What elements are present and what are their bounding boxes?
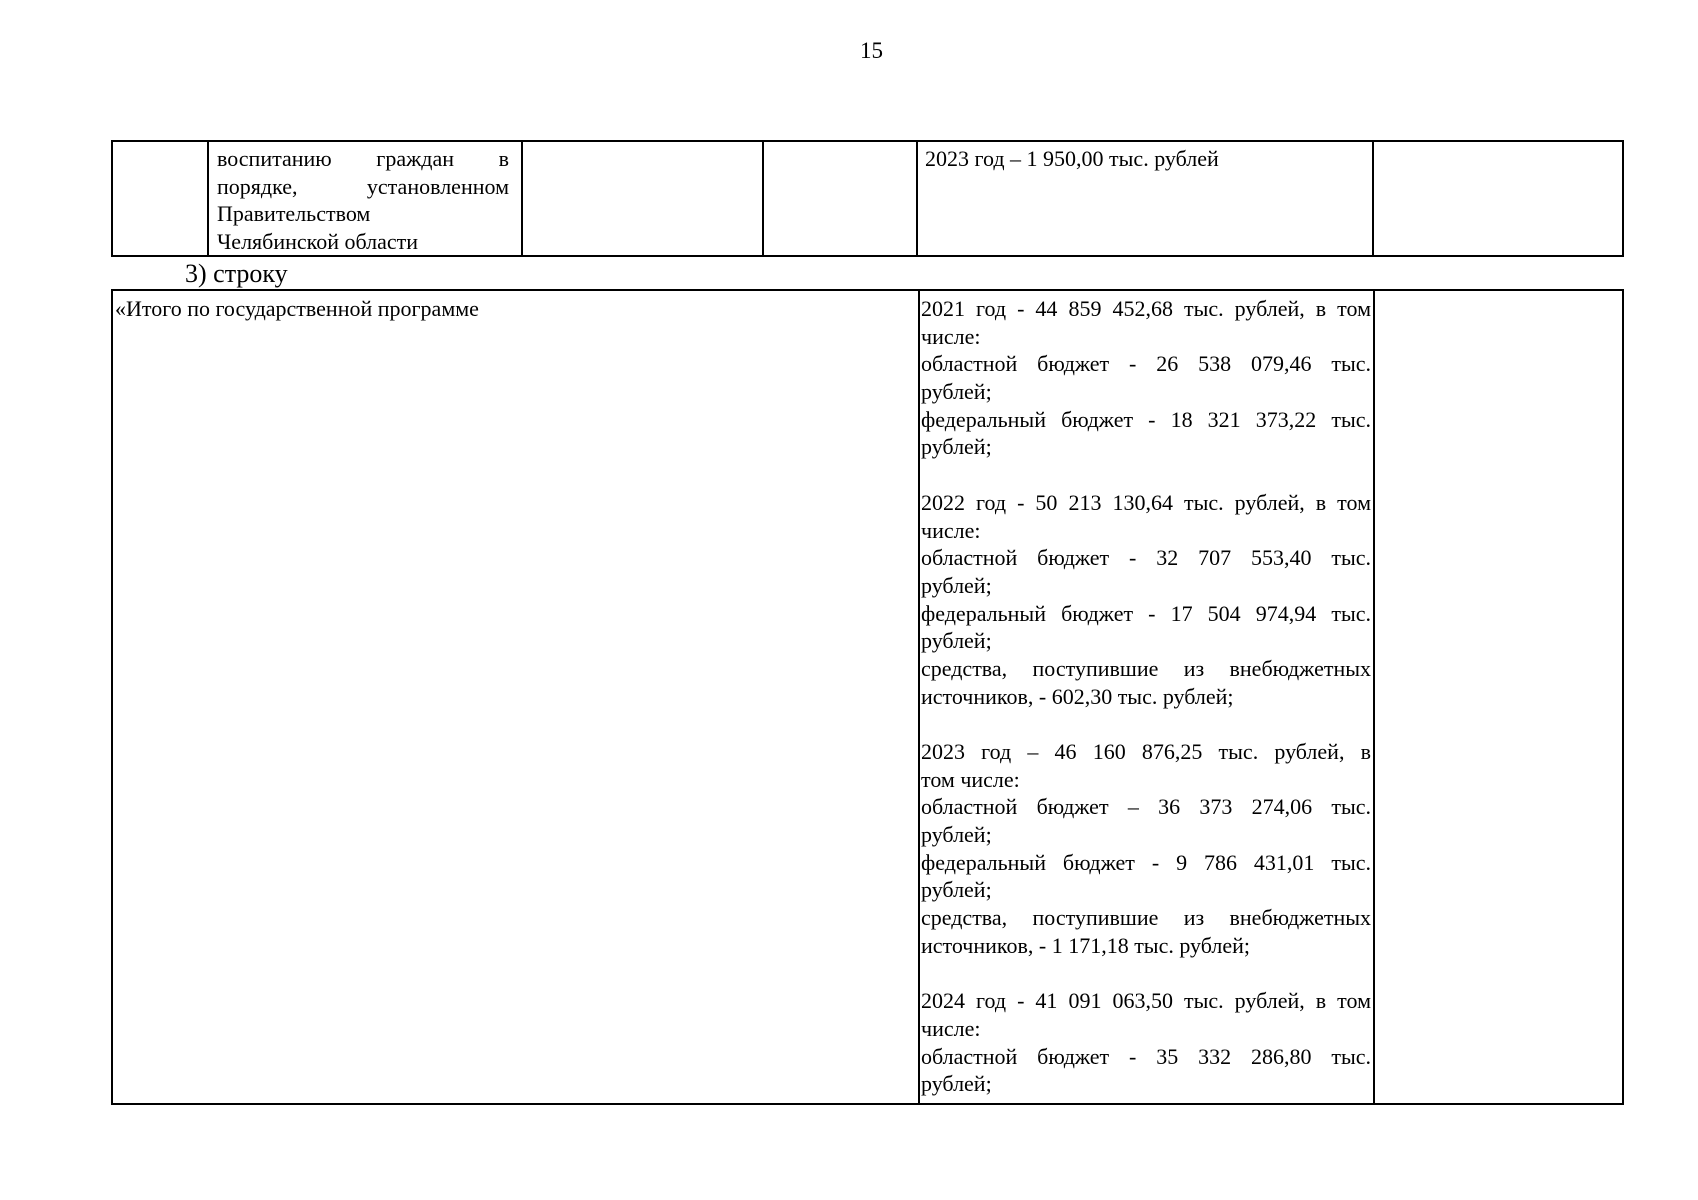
- finance-line: областной бюджет - 26 538 079,46 тыс.: [921, 351, 1371, 377]
- finance-spacer: [921, 710, 1371, 738]
- column-divider: [1372, 142, 1374, 255]
- finance-line: рублей;: [921, 628, 992, 654]
- top-table: [111, 140, 1624, 257]
- description-line: Правительством: [217, 201, 371, 226]
- finance-line: числе:: [921, 1015, 981, 1041]
- description-line: воспитанию граждан в: [217, 146, 509, 171]
- column-divider: [916, 142, 918, 255]
- finance-line: рублей;: [921, 1071, 992, 1097]
- finance-line: федеральный бюджет - 17 504 974,94 тыс.: [921, 600, 1371, 626]
- column-divider: [521, 142, 523, 255]
- finance-line: рублей;: [921, 572, 992, 598]
- finance-2023-text: 2023 год – 1 950,00 тыс. рублей: [925, 146, 1219, 171]
- description-line: Челябинской области: [217, 228, 419, 254]
- column-divider: [1373, 291, 1375, 1103]
- page-number: 15: [860, 38, 883, 63]
- finance-line: средства, поступившие из внебюджетных: [921, 655, 1371, 681]
- finance-line: средства, поступившие из внебюджетных: [921, 905, 1371, 931]
- finance-line: 2021 год - 44 859 452,68 тыс. рублей, в том: [921, 296, 1371, 321]
- section-label: 3) строку: [185, 259, 288, 288]
- finance-line: рублей;: [921, 379, 992, 405]
- column-divider: [918, 291, 920, 1103]
- finance-line: 2022 год - 50 213 130,64 тыс. рублей, в том: [921, 489, 1371, 515]
- description-line: порядке, установленном: [217, 173, 509, 199]
- top-table-description-cell: [217, 145, 509, 255]
- finance-line: источников, - 602,30 тыс. рублей;: [921, 683, 1234, 709]
- finance-line: областной бюджет – 36 373 274,06 тыс.: [921, 794, 1371, 820]
- top-table-finance-cell: [925, 145, 1365, 255]
- finance-line: областной бюджет - 32 707 553,40 тыс.: [921, 545, 1371, 571]
- finance-line: федеральный бюджет - 18 321 373,22 тыс.: [921, 406, 1371, 432]
- finance-spacer: [921, 960, 1371, 988]
- program-total-title: «Итого по государственной программе: [115, 296, 479, 321]
- finance-line: областной бюджет - 35 332 286,80 тыс.: [921, 1043, 1371, 1069]
- finance-line: рублей;: [921, 822, 992, 848]
- finance-spacer: [921, 461, 1371, 489]
- finance-line: источников, - 1 171,18 тыс. рублей;: [921, 932, 1251, 958]
- finance-line: числе:: [921, 517, 981, 543]
- column-divider: [762, 142, 764, 255]
- program-finance-cell: [921, 295, 1371, 1098]
- program-total-table: [111, 289, 1624, 1105]
- finance-line: том числе:: [921, 766, 1020, 792]
- finance-line: рублей;: [921, 434, 992, 460]
- finance-line: рублей;: [921, 877, 992, 903]
- column-divider: [207, 142, 209, 255]
- finance-line: числе:: [921, 323, 981, 349]
- finance-line: 2024 год - 41 091 063,50 тыс. рублей, в том: [921, 988, 1371, 1014]
- finance-line: федеральный бюджет - 9 786 431,01 тыс.: [921, 849, 1371, 875]
- finance-line: 2023 год – 46 160 876,25 тыс. рублей, в: [921, 739, 1371, 764]
